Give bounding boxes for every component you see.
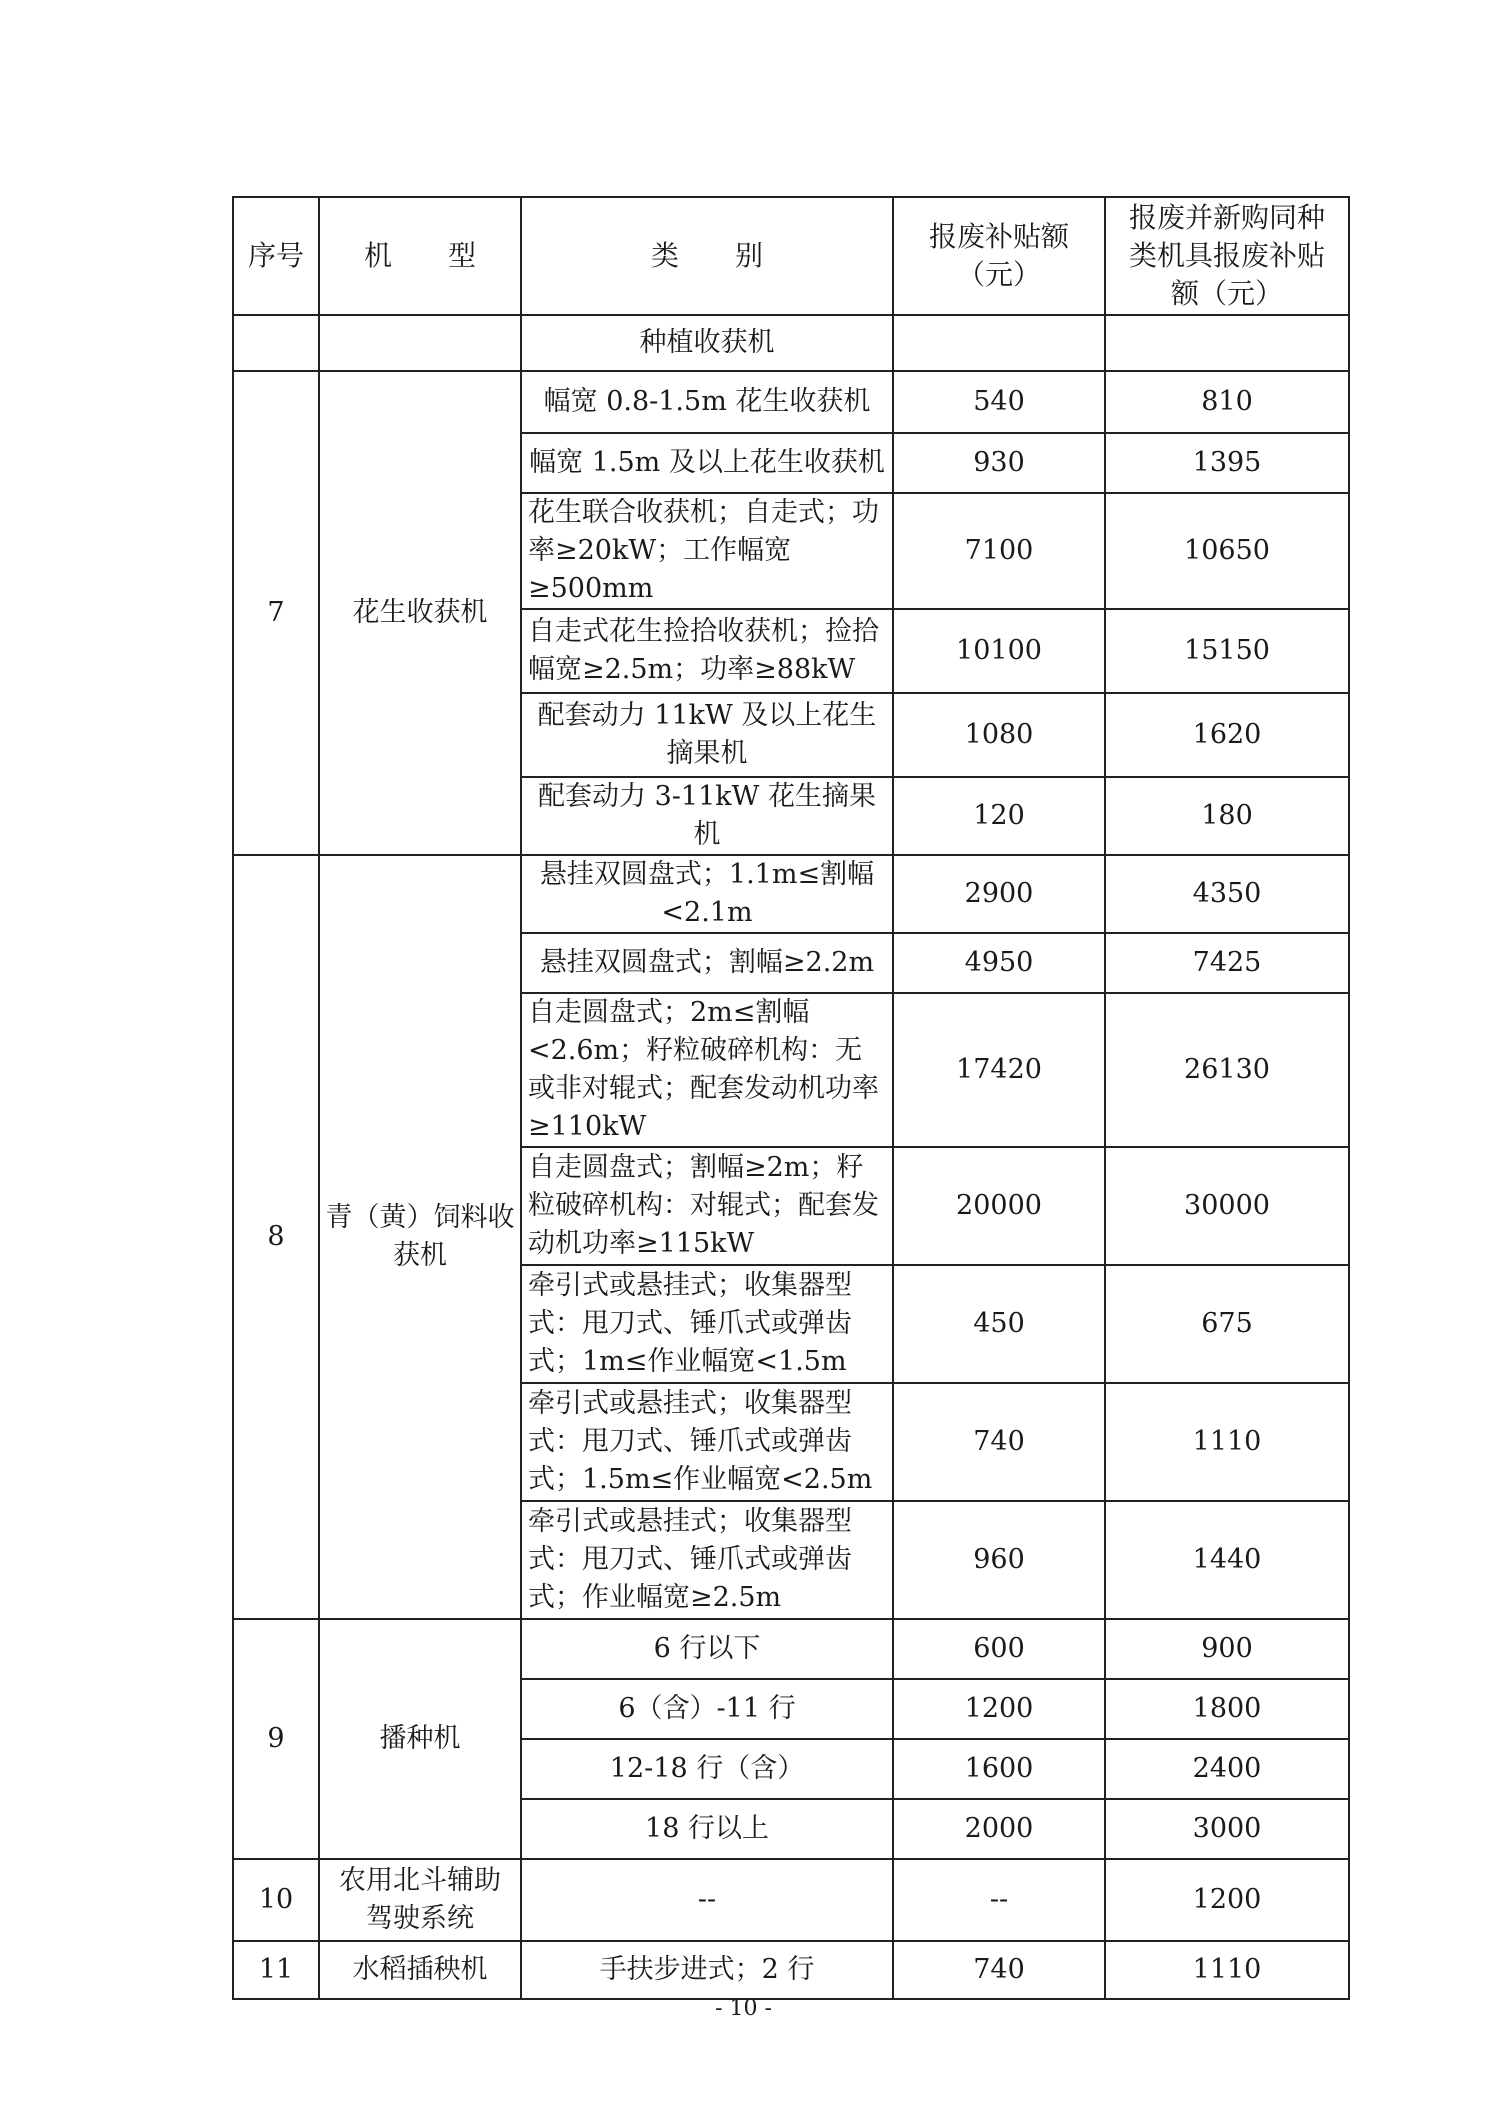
subsidy-new-cell: 675 — [1105, 1265, 1349, 1383]
subsidy-cell: 1200 — [893, 1679, 1105, 1739]
category-cell: 自走圆盘式；割幅≥2m；籽粒破碎机构：对辊式；配套发动机功率≥115kW — [521, 1147, 893, 1265]
subsidy-cell: 600 — [893, 1619, 1105, 1679]
subsidy-cell: 2000 — [893, 1799, 1105, 1859]
subsidy-cell: 450 — [893, 1265, 1105, 1383]
category-cell: 自走式花生捡拾收获机；捡拾幅宽≥2.5m；功率≥88kW — [521, 609, 893, 693]
category-cell: 悬挂双圆盘式；1.1m≤割幅<2.1m — [521, 855, 893, 933]
subsidy-cell: 540 — [893, 371, 1105, 433]
section-heading: 种植收获机 — [521, 315, 893, 371]
subsidy-new-cell: 810 — [1105, 371, 1349, 433]
subsidy-new-cell: 10650 — [1105, 493, 1349, 609]
machine-model: 农用北斗辅助驾驶系统 — [319, 1859, 521, 1941]
subsidy-cell: 120 — [893, 777, 1105, 855]
table-header-row — [233, 197, 1349, 315]
subsidy-table — [232, 196, 1350, 2000]
subsidy-cell: 1080 — [893, 693, 1105, 777]
category-cell: 幅宽 0.8-1.5m 花生收获机 — [521, 371, 893, 433]
subsidy-new-cell: 1440 — [1105, 1501, 1349, 1619]
row-number: 9 — [233, 1619, 319, 1859]
category-cell: -- — [521, 1859, 893, 1941]
header-category: 类 别 — [521, 197, 893, 315]
table-row — [233, 1619, 1349, 1679]
page-number: - 10 - — [715, 1996, 772, 2021]
section-heading-row — [233, 315, 1349, 371]
subsidy-new-cell: 1110 — [1105, 1383, 1349, 1501]
subsidy-new-cell: 1800 — [1105, 1679, 1349, 1739]
subsidy-new-cell: 4350 — [1105, 855, 1349, 933]
subsidy-cell: 10100 — [893, 609, 1105, 693]
table-row — [233, 855, 1349, 933]
subsidy-new-cell: 2400 — [1105, 1739, 1349, 1799]
subsidy-cell: 7100 — [893, 493, 1105, 609]
header-subsidy: 报废补贴额（元） — [893, 197, 1105, 315]
subsidy-cell: 2900 — [893, 855, 1105, 933]
table-row — [233, 371, 1349, 433]
subsidy-new-cell: 180 — [1105, 777, 1349, 855]
subsidy-new-cell: 900 — [1105, 1619, 1349, 1679]
category-cell: 花生联合收获机；自走式；功率≥20kW；工作幅宽≥500mm — [521, 493, 893, 609]
category-cell: 自走圆盘式；2m≤割幅<2.6m；籽粒破碎机构：无或非对辊式；配套发动机功率≥110kW — [521, 993, 893, 1147]
empty-cell — [893, 315, 1105, 371]
row-number: 10 — [233, 1859, 319, 1941]
subsidy-cell: 740 — [893, 1941, 1105, 1999]
category-cell: 悬挂双圆盘式；割幅≥2.2m — [521, 933, 893, 993]
machine-model: 播种机 — [319, 1619, 521, 1859]
category-cell: 6（含）-11 行 — [521, 1679, 893, 1739]
header-subsidy-new: 报废并新购同种类机具报废补贴额（元） — [1105, 197, 1349, 315]
row-number: 11 — [233, 1941, 319, 1999]
subsidy-cell: 20000 — [893, 1147, 1105, 1265]
empty-cell — [319, 315, 521, 371]
empty-cell — [1105, 315, 1349, 371]
subsidy-new-cell: 26130 — [1105, 993, 1349, 1147]
subsidy-cell: 4950 — [893, 933, 1105, 993]
machine-model: 青（黄）饲料收获机 — [319, 855, 521, 1619]
category-cell: 6 行以下 — [521, 1619, 893, 1679]
category-cell: 牵引式或悬挂式；收集器型式：甩刀式、锤爪式或弹齿式；1m≤作业幅宽<1.5m — [521, 1265, 893, 1383]
subsidy-cell: -- — [893, 1859, 1105, 1941]
subsidy-new-cell: 3000 — [1105, 1799, 1349, 1859]
subsidy-new-cell: 7425 — [1105, 933, 1349, 993]
subsidy-cell: 960 — [893, 1501, 1105, 1619]
category-cell: 幅宽 1.5m 及以上花生收获机 — [521, 433, 893, 493]
subsidy-cell: 1600 — [893, 1739, 1105, 1799]
header-model: 机 型 — [319, 197, 521, 315]
subsidy-new-cell: 1395 — [1105, 433, 1349, 493]
empty-cell — [233, 315, 319, 371]
category-cell: 12-18 行（含） — [521, 1739, 893, 1799]
machine-model: 水稻插秧机 — [319, 1941, 521, 1999]
category-cell: 牵引式或悬挂式；收集器型式：甩刀式、锤爪式或弹齿式；1.5m≤作业幅宽<2.5m — [521, 1383, 893, 1501]
subsidy-new-cell: 1200 — [1105, 1859, 1349, 1941]
category-cell: 18 行以上 — [521, 1799, 893, 1859]
subsidy-new-cell: 1110 — [1105, 1941, 1349, 1999]
table-row — [233, 1941, 1349, 1999]
subsidy-cell: 930 — [893, 433, 1105, 493]
row-number: 8 — [233, 855, 319, 1619]
subsidy-cell: 740 — [893, 1383, 1105, 1501]
subsidy-cell: 17420 — [893, 993, 1105, 1147]
row-number: 7 — [233, 371, 319, 855]
category-cell: 牵引式或悬挂式；收集器型式：甩刀式、锤爪式或弹齿式；作业幅宽≥2.5m — [521, 1501, 893, 1619]
category-cell: 配套动力 3-11kW 花生摘果机 — [521, 777, 893, 855]
table-body — [233, 315, 1349, 1999]
header-no: 序号 — [233, 197, 319, 315]
category-cell: 手扶步进式；2 行 — [521, 1941, 893, 1999]
machine-model: 花生收获机 — [319, 371, 521, 855]
category-cell: 配套动力 11kW 及以上花生摘果机 — [521, 693, 893, 777]
subsidy-new-cell: 30000 — [1105, 1147, 1349, 1265]
subsidy-new-cell: 15150 — [1105, 609, 1349, 693]
table-row — [233, 1859, 1349, 1941]
subsidy-new-cell: 1620 — [1105, 693, 1349, 777]
